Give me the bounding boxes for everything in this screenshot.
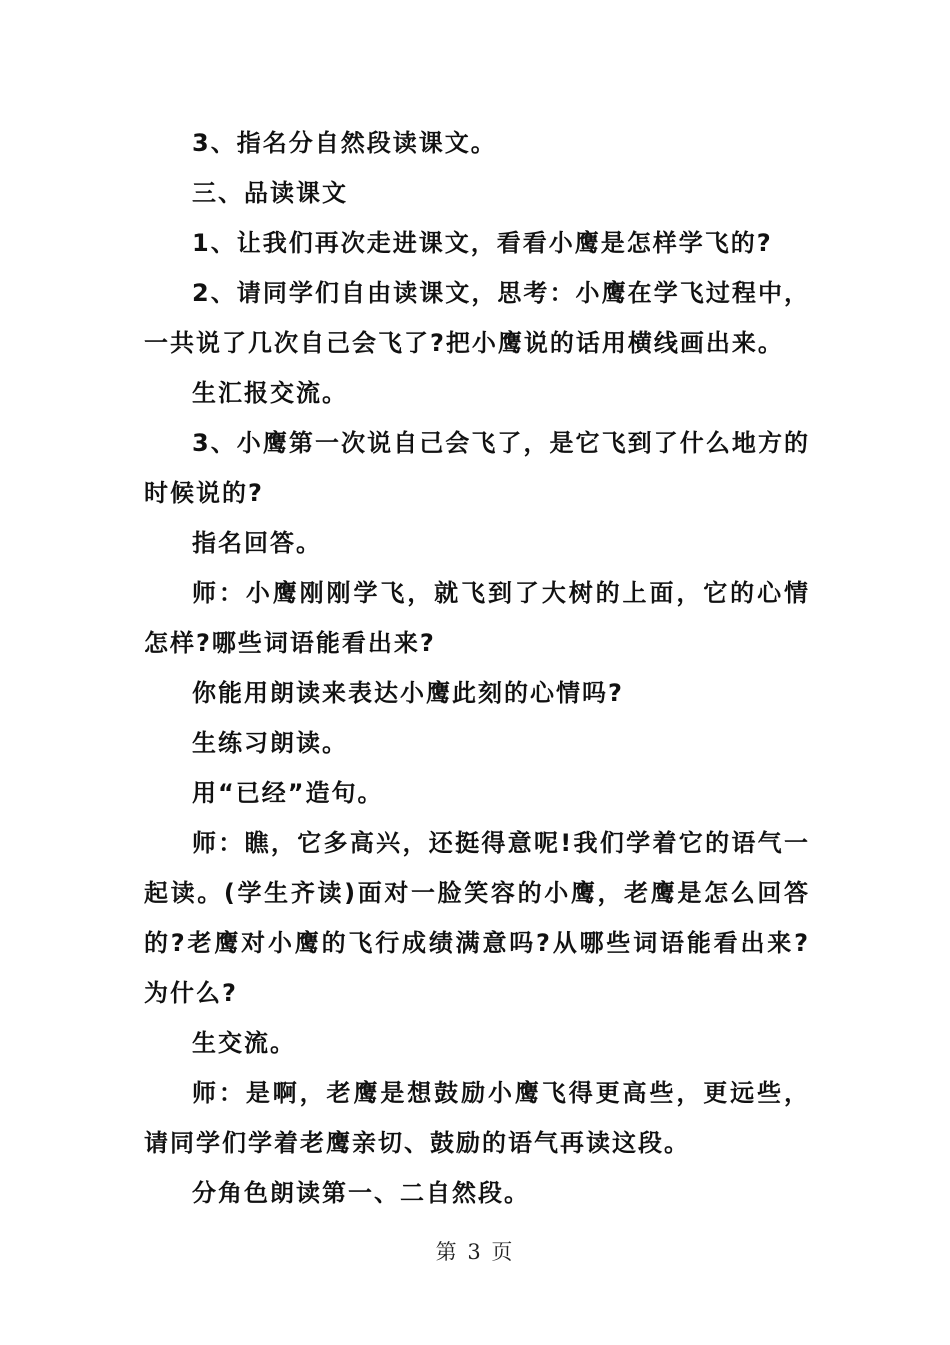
paragraph: 1、让我们再次走进课文，看看小鹰是怎样学飞的?: [192, 229, 773, 257]
paragraph: 指名回答。: [192, 529, 322, 557]
paragraph: 3、指名分自然段读课文。: [192, 129, 497, 157]
paragraph: 用“已经”造句。: [192, 779, 384, 807]
paragraph: 生汇报交流。: [192, 379, 348, 407]
paragraph: 生练习朗读。: [192, 729, 348, 757]
paragraph: 师：瞧，它多高兴，还挺得意呢!我们学着它的语气一起读。(学生齐读)面对一脸笑容的小鹰，老鹰是怎么回答的?老鹰对小鹰的飞行成绩满意吗?从哪些词语能看出来?为什么?: [144, 829, 810, 1007]
paragraph: 师：是啊，老鹰是想鼓励小鹰飞得更高些，更远些，请同学们学着老鹰亲切、鼓励的语气再读这段。: [144, 1079, 810, 1157]
paragraph: 生交流。: [192, 1029, 296, 1057]
section-heading: 三、品读课文: [192, 179, 348, 207]
paragraph: 分角色朗读第一、二自然段。: [192, 1179, 530, 1207]
paragraph: 2、请同学们自由读课文，思考：小鹰在学飞过程中，一共说了几次自己会飞了?把小鹰说的话用横线画出来。: [144, 279, 810, 357]
page-number: 第 3 页: [435, 1240, 515, 1264]
paragraph: 你能用朗读来表达小鹰此刻的心情吗?: [192, 679, 624, 707]
paragraph: 师：小鹰刚刚学飞，就飞到了大树的上面，它的心情怎样?哪些词语能看出来?: [144, 579, 810, 657]
body-text: [144, 118, 810, 1218]
paragraph: 3、小鹰第一次说自己会飞了，是它飞到了什么地方的时候说的?: [144, 429, 810, 507]
